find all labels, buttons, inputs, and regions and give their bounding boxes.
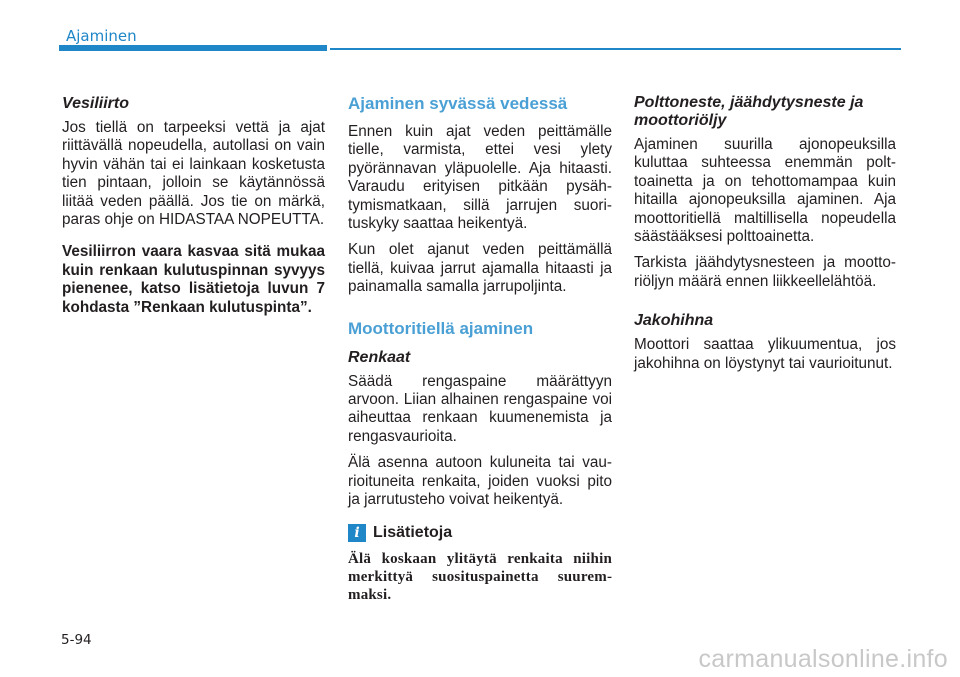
info-title: Lisätietoja	[373, 523, 453, 541]
paragraph: Moottori saattaa ylikuumentua, jos jakohihna on löystynyt tai vaurioitunut.	[634, 336, 896, 372]
heading-vesiliirto: Vesiliirto	[62, 95, 129, 112]
column-left	[62, 94, 325, 325]
heading-deep-water: Ajaminen syvässä vedessä	[348, 94, 568, 113]
heading-highway: Moottoritiellä ajaminen	[348, 318, 534, 338]
heading-timing-belt: Jakohihna	[634, 312, 714, 330]
heading-tires: Renkaat	[348, 348, 411, 366]
info-box-header	[348, 524, 612, 542]
header-rule-thick	[59, 45, 327, 51]
header-rule-thin	[330, 48, 901, 50]
paragraph: Säädä rengaspaine määrättyyn arvoon. Liian alhainen rengaspaine voi aiheuttaa renkaan kuumenemista ja rengasvaurioita.	[348, 372, 612, 445]
paragraph-bold: Vesiliirron vaara kasvaa sitä mukaa kuin renkaan kulutuspinnan syvyys pienenee, katso lisätietoja luvun 7 kohdasta ”Renkaan kulutuspinta”.	[62, 243, 325, 316]
paragraph: Ajaminen suurilla ajonopeuksilla kuluttaa suhteessa enemmän polttoainetta ja on tehottomampaa kuin hitailla ajonopeuksilla ajaminen. Aja moottoritiellä maltillisella nopeudella säästääksesi polttoainetta.	[634, 136, 896, 246]
paragraph: Jos tiellä on tarpeeksi vettä ja ajat riittävällä nopeudella, autollasi on vain hyvin vähän tai ei lainkaan kosketusta tien pintaan, jolloin se käytännössä liitää veden päällä. Jos tie on märkä, paras ohje on HIDASTAA NOPEUTTA.	[62, 119, 325, 229]
paragraph: Tarkista jäähdytysnesteen ja moottoriöljyn määrä ennen liikkeellelähtöä.	[634, 254, 896, 290]
paragraph: Älä asenna autoon kuluneita tai vaurioituneita renkaita, joiden vuoksi pito ja jarrutusteho voivat heikentyä.	[348, 454, 612, 509]
heading-fluids: Polttoneste, jäähdytysneste ja moottoriöljy	[634, 94, 864, 129]
page-number: 5-94	[61, 632, 92, 648]
info-text: Älä koskaan ylitäytä renkaita niihin merkittyä suosituspainetta suuremmaksi.	[348, 550, 612, 603]
column-right	[634, 94, 896, 381]
chapter-title: Ajaminen	[66, 27, 137, 45]
info-icon: i	[348, 524, 366, 542]
paragraph: Kun olet ajanut veden peittämällä tiellä, kuivaa jarrut ajamalla hitaasti ja painamalla samalla jarrupoljinta.	[348, 241, 612, 296]
paragraph: Ennen kuin ajat veden peittämälle tielle, varmista, ettei vesi ylety pyörännavan yläpuolelle. Aja hitaasti. Varaudu erityisen pitkään pysähtymismatkaan, sillä jarrujen suorituskyky saattaa heikentyä.	[348, 123, 612, 233]
watermark: carmanualsonline.info	[698, 645, 948, 673]
column-middle	[348, 94, 612, 612]
